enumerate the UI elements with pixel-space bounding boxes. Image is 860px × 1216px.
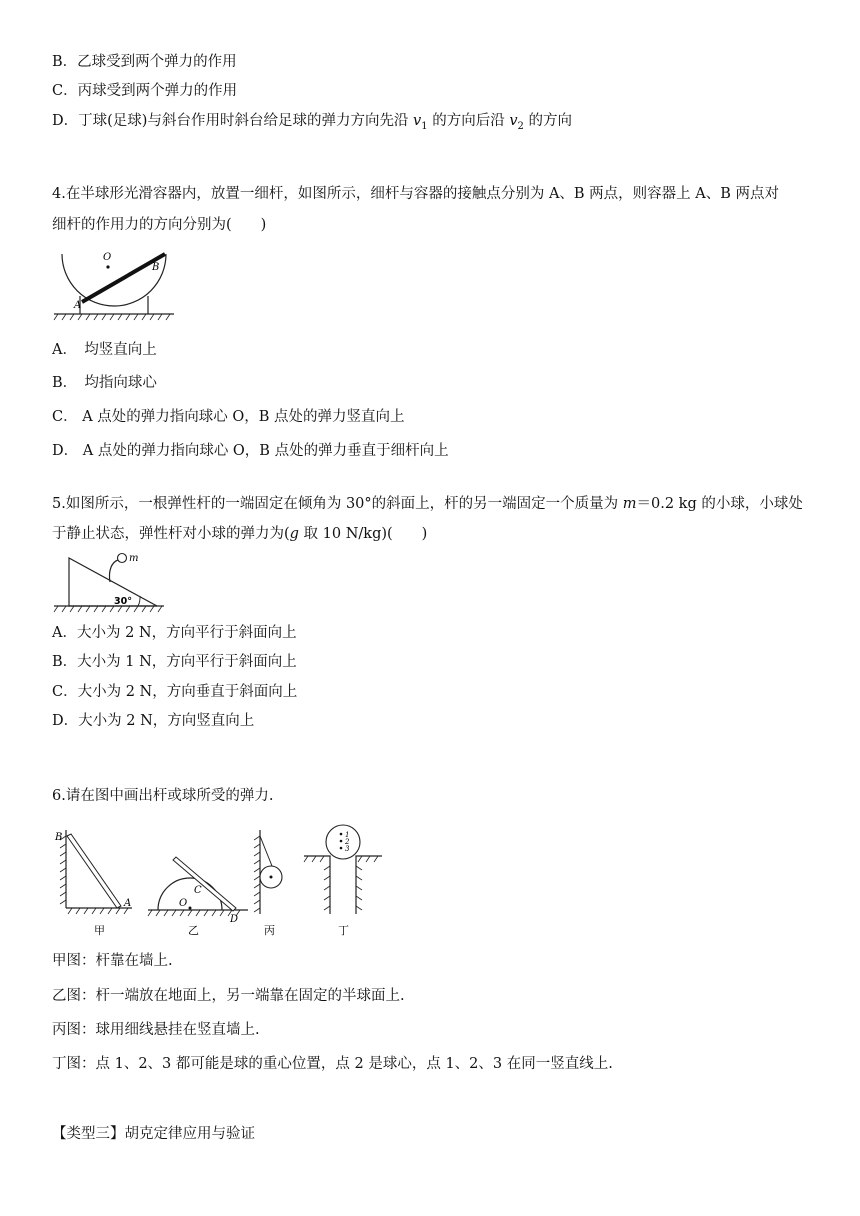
q3-option-d: D．丁球(足球)与斜台作用时斜台给足球的弹力方向先沿 $v_1$ 的方向后沿 $v_2$ 的方向 [52,113,573,132]
q6-note-ding: 丁图：点 1、2、3 都可能是球的重心位置，点 2 是球心，点 1、2、3 在同一竖直线上. [52,1056,613,1072]
q5-stem-line1: 5.如图所示，一根弹性杆的一端固定在倾角为 30°的斜面上，杆的另一端固定一个质量为 m＝0.2 kg 的小球，小球处 [52,496,803,512]
q4-option-a: A． 均竖直向上 [52,342,157,358]
q6-figure-yi [148,857,248,937]
q6-caption-yi: 乙 [188,924,199,937]
q4-option-c: C． A 点处的弹力指向球心 O，B 点处的弹力竖直向上 [52,409,405,425]
q6-stem: 6.请在图中画出杆或球所受的弹力. [52,788,274,804]
q4-stem-line2: 细杆的作用力的方向分别为( ) [52,217,267,233]
q6-jia-label-a: A [124,898,132,909]
q4-option-b: B． 均指向球心 [52,375,157,391]
q6-caption-jia: 甲 [94,924,105,937]
q5-label-m: m [129,553,139,564]
q6-figure-ding [304,825,382,937]
q6-yi-label-c: C [194,885,202,896]
q4-option-d: D． A 点处的弹力指向球心 O，B 点处的弹力垂直于细杆向上 [52,443,449,459]
q6-jia-label-b: B [55,832,63,843]
q4-stem-line1: 4.在半球形光滑容器内，放置一细杆，如图所示，细杆与容器的接触点分别为 A、B 两点，则容器上 A、B 两点对 [52,186,780,202]
q5-incline-figure [52,550,166,614]
q4-label-o: O [103,252,112,263]
q6-note-bing: 丙图：球用细线悬挂在竖直墙上. [52,1022,260,1038]
q6-figure-jia [54,830,132,937]
q5-option-d: D．大小为 2 N，方向竖直向上 [52,713,255,729]
section-heading-type3: 【类型三】胡克定律应用与验证 [52,1126,255,1142]
q6-figure-bing [254,830,282,937]
q5-stem-line2: 于静止状态，弹性杆对小球的弹力为(g 取 10 N/kg)( ) [52,526,428,542]
q5-option-c: C．大小为 2 N，方向垂直于斜面向上 [52,684,298,700]
q6-ding-label-3: 3 [345,845,350,853]
q6-caption-bing: 丙 [264,924,275,937]
q4-label-a: A [74,300,82,311]
q5-label-angle: 30° [114,596,132,607]
q6-ding-label-1: 1 [345,831,350,839]
q6-caption-ding: 丁 [338,924,349,937]
q6-note-jia: 甲图：杆靠在墙上. [52,953,173,969]
q6-note-yi: 乙图：杆一端放在地面上，另一端靠在固定的半球面上. [52,988,405,1004]
q3-option-c: C．丙球受到两个弹力的作用 [52,83,238,99]
q4-label-b: B [152,262,160,273]
q4-hemisphere-figure [52,248,176,324]
q6-four-figures [52,822,388,942]
q6-yi-label-d: D [230,914,239,925]
q5-option-b: B．大小为 1 N，方向平行于斜面向上 [52,654,297,670]
q3-option-b: B．乙球受到两个弹力的作用 [52,54,237,70]
q6-yi-label-o: O [179,898,188,909]
q5-option-a: A．大小为 2 N，方向平行于斜面向上 [52,625,297,641]
q6-ding-label-2: 2 [345,838,350,846]
